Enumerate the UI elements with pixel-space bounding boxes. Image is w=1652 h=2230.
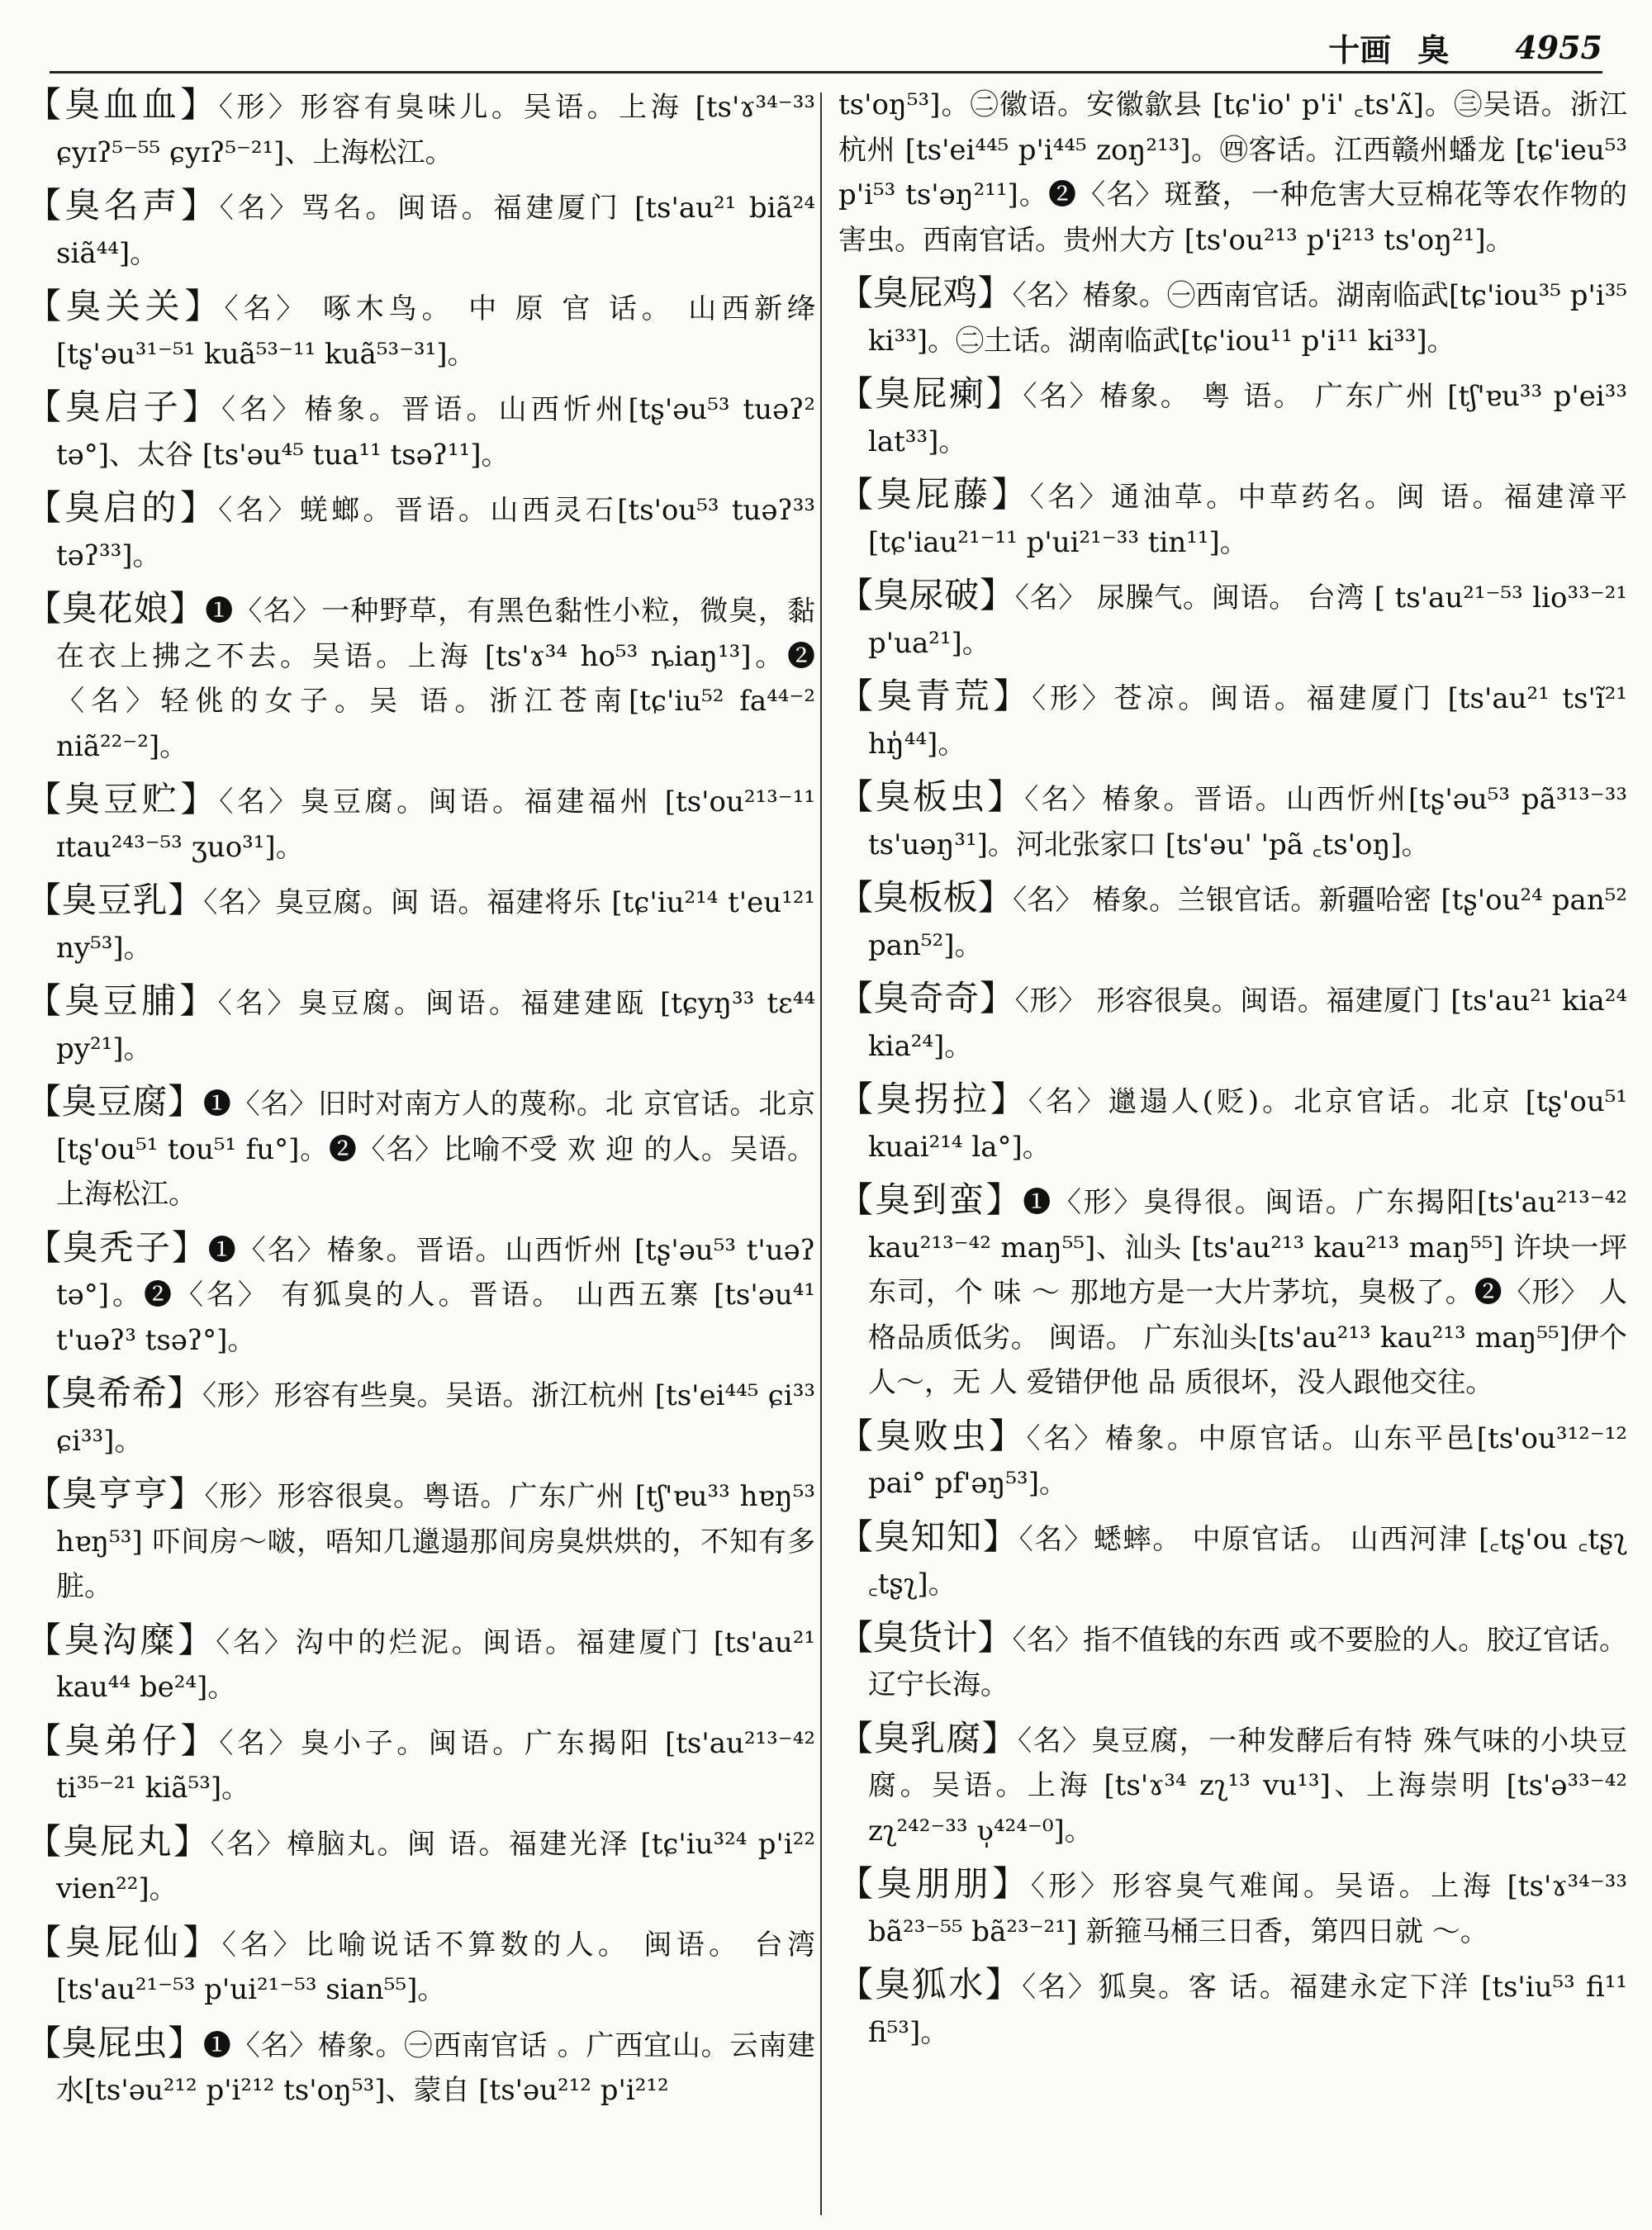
section-label: 十画 — [1328, 31, 1392, 69]
entry-headword: 【臭屁藤】 — [838, 474, 1030, 515]
entry-definition: 〈名〉椿象。㊀西南官话。湖南临武[tɕ'iou³⁵ p'i³⁵ ki³³]。㊁土话。湖南临武[tɕ'iou¹¹ p'i¹¹ ki³³]。 — [868, 279, 1627, 358]
entry-headword: 【臭知知】 — [838, 1516, 1019, 1557]
entry-headword: 【臭豆乳】 — [26, 880, 204, 920]
entry-headword: 【臭尿破】 — [838, 575, 1015, 615]
dictionary-entry — [838, 573, 1627, 666]
dictionary-entry — [26, 83, 815, 175]
dictionary-entry — [838, 976, 1627, 1069]
dictionary-entry — [838, 1178, 1627, 1406]
entry-definition: 〈名〉沟中的烂泥。闽语。福建厦门 [ts'au²¹ kau⁴⁴ be²⁴]。 — [56, 1625, 815, 1704]
entry-headword: 【臭屁瘌】 — [838, 373, 1023, 414]
entry-definition: 〈形〉形容有臭味儿。吴语。上海 [ts'ɤ³⁴⁻³³ ɕyɪʔ⁵⁻⁵⁵ ɕyɪʔ⁵⁻²¹]、上海松江。 — [56, 91, 815, 169]
entry-headword: 【臭板板】 — [838, 877, 1014, 918]
entry-definition: 〈形〉苍凉。闽语。福建厦门 [ts'au²¹ ts'ĩ²¹ hŋ̍⁴⁴]。 — [868, 682, 1627, 761]
entry-definition: 〈名〉臭豆腐。闽语。福建建瓯 [tɕyŋ³³ tɛ⁴⁴ py²¹]。 — [56, 987, 815, 1065]
entry-definition: ❶〈名〉椿象。晋语。山西忻州 [tʂ'əu⁵³ t'uəʔ tə°]。❷〈名〉 有狐臭的人。晋语。 山西五寨 [ts'əu⁴¹ t'uəʔ³ tsəʔ°]。 — [56, 1233, 815, 1357]
entry-headword: 【臭败虫】 — [838, 1415, 1027, 1456]
entry-headword: 【臭屁仙】 — [26, 1921, 222, 1962]
page-header — [50, 23, 1602, 74]
dictionary-entry — [26, 979, 815, 1071]
header-character: 臭 — [1417, 31, 1450, 69]
dictionary-entry — [838, 875, 1627, 968]
entry-headword: 【臭启子】 — [26, 387, 221, 427]
entry-headword: 【臭弟仔】 — [26, 1720, 220, 1761]
dictionary-entry — [26, 878, 815, 970]
entry-headword: 【臭名声】 — [26, 185, 220, 225]
dictionary-entry — [838, 1515, 1627, 1607]
entry-definition: 〈名〉 尿臊气。闽语。 台湾 [ ts'au²¹⁻⁵³ lio³³⁻²¹ p'ua²¹]。 — [868, 581, 1627, 660]
entry-definition: 〈名〉樟脑丸。闽 语。福建光泽 [tɕ'iu³²⁴ p'i²² vien²²]。 — [56, 1827, 815, 1905]
entry-definition: ❶〈名〉旧时对南方人的蔑称。北 京官话。北京 [tʂ'ou⁵¹ tou⁵¹ fu°]。❷〈名〉比喻不受 欢 迎 的人。吴语。上海松江。 — [56, 1088, 815, 1211]
dictionary-entry — [26, 1371, 815, 1464]
entry-headword: 【臭希希】 — [26, 1373, 202, 1413]
dictionary-entry — [838, 1616, 1627, 1708]
entry-definition: 〈形〉形容臭气难闻。吴语。上海 [ts'ɤ³⁴⁻³³ bã²³⁻⁵⁵ bã²³⁻²¹] 新箍马桶三日香，第四日就 ～。 — [868, 1870, 1627, 1948]
entry-headword: 【臭豆腐】 — [26, 1081, 203, 1122]
dictionary-entry — [838, 674, 1627, 766]
entry-definition: ❶〈形〉臭得很。闽语。广东揭阳[ts'au²¹³⁻⁴² kau²¹³⁻⁴² maŋ⁵⁵]、汕头 [ts'au²¹³ kau²¹³ maŋ⁵⁵] 许块一坪东司，个 味 ～ 那地方是一大片茅坑，臭极了。❷〈形〉 人格品质低劣。 闽语。 广东汕头[ts'au²¹³ kau²¹³ maŋ⁵⁵]伊个人～，无 人 爱错伊他 品 质很坏，没人跟他交往。 — [868, 1186, 1627, 1399]
entry-definition: ts'oŋ⁵³]。㊁徽语。安徽歙县 [tɕ'io' p'i' ꜀ts'ʌ̃]。㊂吴语。浙江杭州 [ts'ei⁴⁴⁵ p'i⁴⁴⁵ zoŋ²¹³]。㊃客话。江西赣州蟠龙 [tɕ'ieu⁵³ p'i⁵³ ts'əŋ²¹¹]。❷〈名〉斑蝥，一种危害大豆棉花等农作物的害虫。西南官话。贵州大方 [ts'ou²¹³ p'i²¹³ ts'oŋ²¹]。 — [838, 88, 1627, 257]
entry-headword: 【臭拐拉】 — [838, 1079, 1028, 1119]
entry-definition: 〈名〉椿象。晋语。山西忻州[tʂ'əu⁵³ tuəʔ² tə°]、太谷 [ts'əu⁴⁵ tua¹¹ tsəʔ¹¹]。 — [56, 393, 815, 472]
entry-definition: 〈名〉椿象。中原官话。山东平邑[ts'ou³¹²⁻¹² pai° pf'əŋ⁵³]。 — [868, 1421, 1627, 1500]
entry-headword: 【臭狐水】 — [838, 1964, 1023, 2005]
entry-headword: 【臭屁鸡】 — [838, 273, 1013, 313]
entry-headword: 【臭沟糜】 — [26, 1619, 216, 1660]
entry-definition: 〈名〉 椿象。兰银官话。新疆哈密 [tʂ'ou²⁴ pan⁵² pan⁵²]。 — [868, 884, 1627, 962]
left-column — [26, 83, 815, 2222]
entry-headword: 【臭关关】 — [26, 286, 225, 326]
entry-definition: 〈名〉骂名。闽语。福建厦门 [ts'au²¹ biã²⁴ siã⁴⁴]。 — [56, 192, 815, 270]
dictionary-entry — [838, 83, 1627, 263]
dictionary-entry — [26, 1226, 815, 1364]
entry-definition: 〈名〉指不值钱的东西 或不要脸的人。胶辽官话。辽宁长海。 — [868, 1623, 1627, 1701]
dictionary-entry — [838, 1077, 1627, 1170]
dictionary-entry — [838, 1716, 1627, 1854]
column-divider — [820, 93, 822, 2215]
dictionary-entry — [26, 284, 815, 377]
dictionary-entry — [26, 1920, 815, 2013]
entry-definition: 〈形〉 形容很臭。闽语。福建厦门 [ts'au²¹ kia²⁴ kia²⁴]。 — [868, 985, 1627, 1063]
entry-definition: ❶〈名〉一种野草，有黑色黏性小粒，微臭，黏在衣上拂之不去。吴语。上海 [ts'ɤ³⁴ ho⁵³ ȵiaŋ¹³]。❷〈名〉轻佻的女子。吴 语。浙江苍南[tɕ'iu⁵² fa⁴⁴⁻² niã²²⁻²]。 — [56, 595, 815, 763]
dictionary-entry — [26, 777, 815, 870]
entry-headword: 【臭朋朋】 — [838, 1863, 1031, 1904]
dictionary-entry — [26, 1472, 815, 1610]
entry-headword: 【臭亨亨】 — [26, 1473, 205, 1514]
entry-definition: 〈名〉臭豆腐。闽语。福建福州 [ts'ou²¹³⁻¹¹ ɪtau²⁴³⁻⁵³ ʒuo³¹]。 — [56, 785, 815, 864]
entry-headword: 【臭豆贮】 — [26, 779, 220, 819]
entry-definition: 〈形〉形容很臭。粤语。广东广州 [tʃ'ɐu³³ hɐŋ⁵³ hɐŋ⁵³] 吓间房～啵，唔知几邋遢那间房臭烘烘的，不知有多脏。 — [56, 1480, 815, 1603]
entry-headword: 【臭屁虫】 — [26, 2022, 203, 2063]
dictionary-entry — [26, 1719, 815, 1811]
entry-definition: 〈名〉椿象。晋语。山西忻州[tʂ'əu⁵³ pã³¹³⁻³³ ts'uəŋ³¹]。河北张家口 [ts'əu' 'pã ꜀ts'oŋ]。 — [868, 783, 1627, 861]
dictionary-entry — [26, 385, 815, 477]
entry-definition: 〈名〉蜣螂。晋语。山西灵石[ts'ou⁵³ tuəʔ³³ təʔ³³]。 — [56, 494, 815, 572]
entry-definition: 〈名〉臭小子。闽语。广东揭阳 [ts'au²¹³⁻⁴² ti³⁵⁻²¹ kiã⁵³]。 — [56, 1726, 815, 1805]
page-number: 4955 — [1515, 28, 1602, 66]
entry-definition: 〈名〉狐臭。客 话。福建永定下洋 [ts'iu⁵³ fi¹¹ fi⁵³]。 — [868, 1971, 1627, 2049]
entry-headword: 【臭豆脯】 — [26, 980, 218, 1021]
entry-headword: 【臭青荒】 — [838, 676, 1032, 716]
entry-definition: 〈名〉通油草。中草药名。闽 语。福建漳平 [tɕ'iau²¹⁻¹¹ p'ui²¹⁻³³ tin¹¹]。 — [868, 481, 1627, 559]
dictionary-entry — [838, 1962, 1627, 2055]
dictionary-entry — [26, 1079, 815, 1217]
entry-definition: 〈名〉臭豆腐，一种发酵后有特 殊气味的小块豆腐。吴语。上海 [ts'ɤ³⁴ zʅ¹³ vu¹³]、上海崇明 [ts'ə³³⁻⁴² zʅ²⁴²⁻³³ ʋ̩⁴²⁴⁻⁰]。 — [868, 1724, 1627, 1848]
entry-definition: 〈名〉 啄木鸟。 中 原 官 话。 山西新绛 [tʂ'əu³¹⁻⁵¹ kuã⁵³⁻¹¹ kuã⁵³⁻³¹]。 — [56, 292, 815, 371]
dictionary-entry — [26, 1820, 815, 1912]
right-column — [838, 83, 1627, 2222]
dictionary-entry — [838, 271, 1627, 363]
entry-definition: 〈名〉蟋蟀。 中原官话。 山西河津 [꜀tʂ'ou ꜀tʂʅ ꜀tʂʅ]。 — [868, 1522, 1627, 1601]
dictionary-entry — [26, 1618, 815, 1710]
dictionary-entry — [26, 586, 815, 769]
entry-headword: 【臭屁丸】 — [26, 1820, 211, 1862]
dictionary-entry — [26, 183, 815, 276]
entry-definition: 〈名〉椿象。 粤 语。 广东广州 [tʃ'ɐu³³ p'ei³³ lat³³]。 — [868, 380, 1627, 458]
entry-headword: 【臭货计】 — [838, 1616, 1013, 1658]
dictionary-entry — [26, 2021, 815, 2114]
dictionary-entry — [26, 486, 815, 578]
entry-definition: 〈名〉比喻说话不算数的人。 闽语。 台湾 [ts'au²¹⁻⁵³ p'ui²¹⁻⁵³ sian⁵⁵]。 — [56, 1928, 815, 2006]
entry-headword: 【臭乳腐】 — [838, 1717, 1018, 1758]
dictionary-entry — [838, 1862, 1627, 1954]
dictionary-entry — [838, 1414, 1627, 1506]
entry-headword: 【臭到蛮】 — [838, 1179, 1023, 1220]
entry-definition: 〈名〉臭豆腐。闽 语。福建将乐 [tɕ'iu²¹⁴ t'eu¹²¹ ny⁵³]。 — [56, 886, 815, 965]
dictionary-entry — [838, 372, 1627, 464]
entry-definition: ❶〈名〉椿象。㊀西南官话 。广西宜山。云南建水[ts'əu²¹² p'i²¹² ts'oŋ⁵³]、蒙自 [ts'əu²¹² p'i²¹² — [56, 2028, 815, 2107]
entry-definition: 〈形〉形容有些臭。吴语。浙江杭州 [ts'ei⁴⁴⁵ ɕi³³ ɕi³³]。 — [56, 1379, 815, 1458]
dictionary-entry — [838, 472, 1627, 565]
entry-headword: 【臭启的】 — [26, 487, 219, 528]
dictionary-entry — [838, 775, 1627, 867]
entry-definition: 〈名〉邋遢人(贬)。北京官话。北京 [tʂ'ou⁵¹ kuai²¹⁴ la°]。 — [868, 1085, 1627, 1164]
entry-headword: 【臭板虫】 — [838, 776, 1025, 817]
entry-headword: 【臭奇奇】 — [838, 978, 1015, 1018]
entry-headword: 【臭花娘】 — [26, 588, 206, 629]
entry-headword: 【臭血血】 — [26, 84, 219, 125]
entry-headword: 【臭秃子】 — [26, 1226, 208, 1268]
